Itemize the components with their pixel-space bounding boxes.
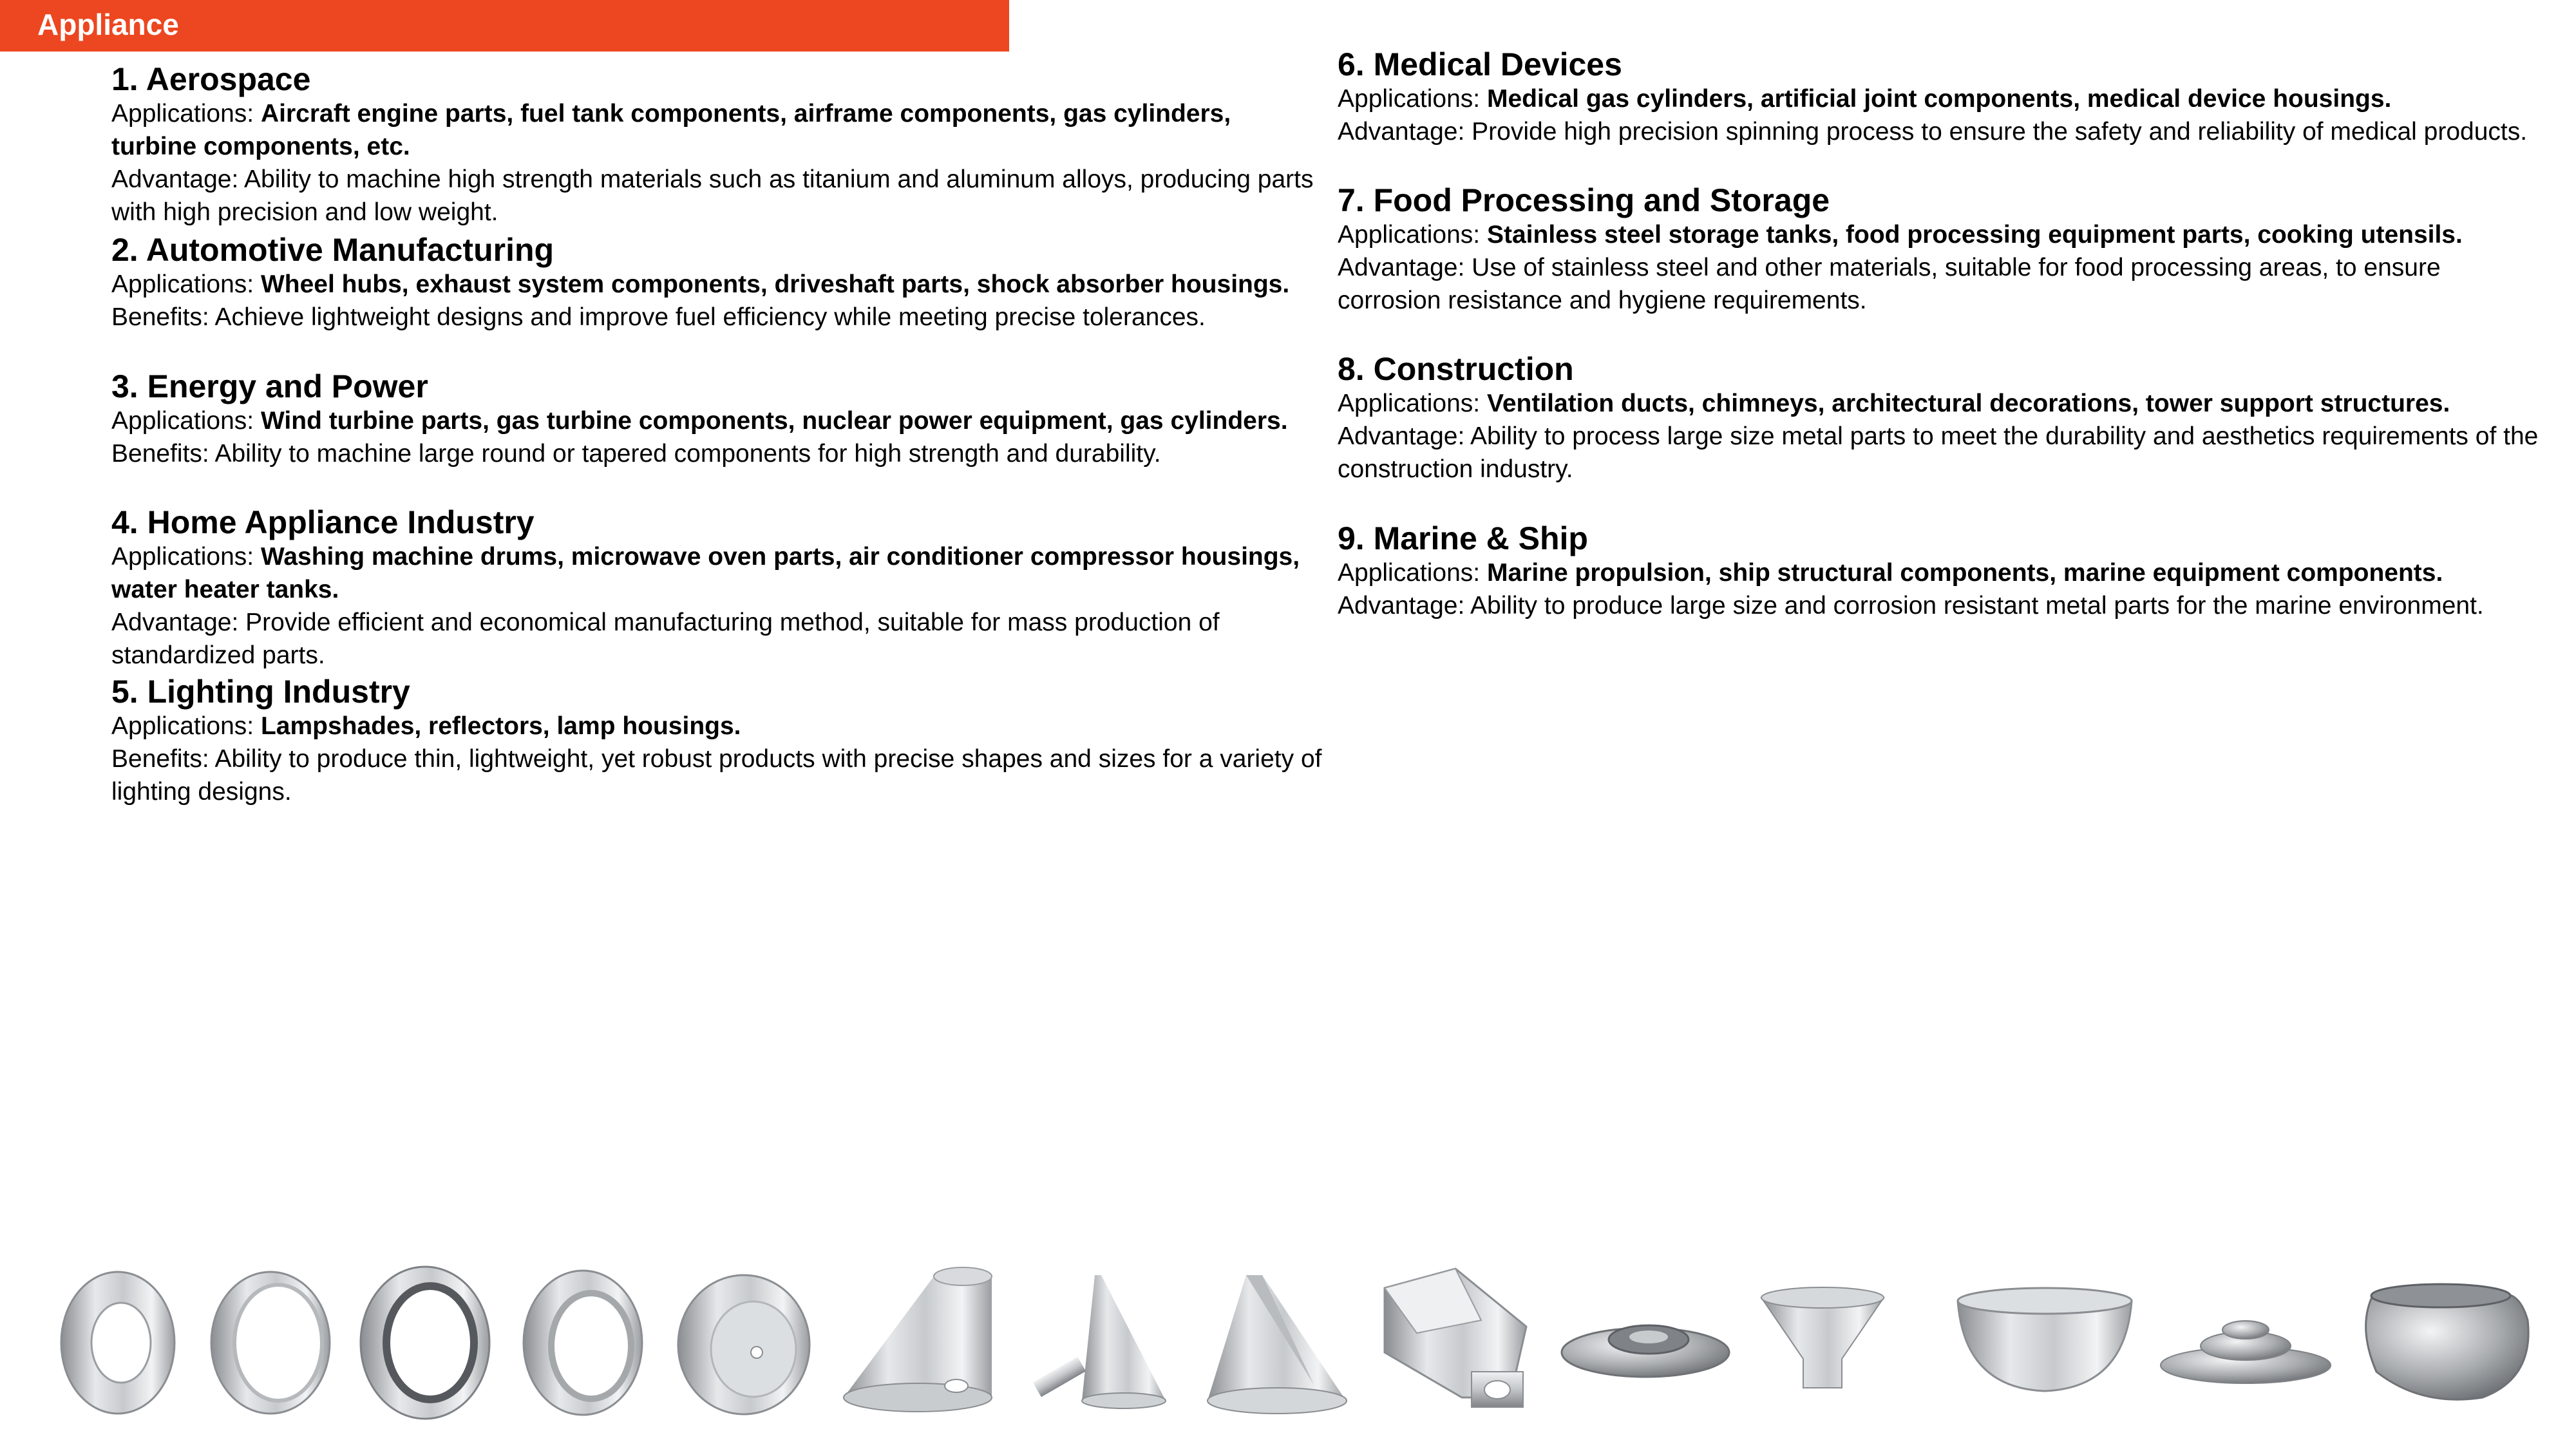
applications-line — [111, 97, 1322, 163]
applications-line — [1338, 82, 2548, 115]
applications-text: Wind turbine parts, gas turbine components, nuclear power equipment, gas cylinders. — [260, 407, 1288, 435]
applications-line — [1338, 556, 2548, 589]
advantage-label: Benefits: — [111, 745, 215, 773]
advantage-text: Provide high precision spinning process to ensure the safety and reliability of medical products. — [1472, 118, 2528, 146]
applications-text: Lampshades, reflectors, lamp housings. — [260, 712, 741, 740]
advantage-line — [111, 301, 1322, 334]
section-heading: 4. Home Appliance Industry — [111, 504, 535, 540]
section-heading: 1. Aerospace — [111, 61, 311, 97]
bowl-part — [1958, 1288, 2132, 1391]
deep-ring-part — [211, 1272, 330, 1414]
advantage-text: Ability to machine high strength materials such as titanium and aluminum alloys, producing parts with high precision and low weight. — [111, 166, 1314, 226]
advantage-text: Ability to process large size metal parts to meet the durability and aesthetics requirements of the construction industry. — [1338, 422, 2539, 483]
section-heading: 9. Marine & Ship — [1338, 520, 1588, 556]
advantage-line — [111, 437, 1322, 470]
applications-label: Applications: — [1338, 221, 1487, 249]
advantage-line — [111, 163, 1322, 229]
applications-label: Applications: — [111, 543, 261, 571]
applications-label: Applications: — [111, 270, 261, 298]
section-food — [1338, 182, 2548, 317]
advantage-label: Benefits: — [111, 303, 215, 331]
dish-part — [678, 1275, 810, 1414]
section-home-appliance — [111, 504, 1322, 672]
advantage-line — [1338, 115, 2548, 148]
applications-line — [111, 268, 1322, 301]
stepped-cap-part — [2161, 1321, 2331, 1383]
page-header-banner — [0, 0, 1009, 52]
applications-text: Stainless steel storage tanks, food processing equipment parts, cooking utensils. — [1486, 221, 2463, 249]
section-automotive — [111, 232, 1322, 334]
bell-shade-part — [1761, 1287, 1884, 1388]
advantage-label: Advantage: — [1338, 422, 1471, 450]
applications-label: Applications: — [111, 712, 261, 740]
advantage-text: Provide efficient and economical manufacturing method, suitable for mass production of standardized parts. — [111, 609, 1220, 669]
advantage-label: Advantage: — [1338, 118, 1472, 146]
pot-part — [2366, 1284, 2528, 1399]
advantage-line — [1338, 420, 2548, 486]
section-heading: 3. Energy and Power — [111, 368, 428, 404]
advantage-label: Advantage: — [1338, 592, 1471, 620]
applications-text: Marine propulsion, ship structural components, marine equipment components. — [1486, 559, 2443, 587]
advantage-line — [111, 606, 1322, 672]
advantage-label: Advantage: — [1338, 254, 1472, 281]
advantage-line — [1338, 251, 2548, 317]
applications-line — [111, 540, 1322, 606]
advantage-label: Advantage: — [111, 166, 245, 193]
advantage-text: Use of stainless steel and other materials, suitable for food processing areas, to ensure corrosion resistance and hygiene requirements. — [1338, 254, 2441, 314]
advantage-text: Ability to produce large size and corrosion resistant metal parts for the marine environment. — [1470, 592, 2484, 620]
applications-line — [1338, 387, 2548, 420]
section-marine — [1338, 520, 2548, 622]
cone-reflector-part — [1208, 1275, 1347, 1414]
advantage-label: Benefits: — [111, 440, 215, 468]
applications-text: Ventilation ducts, chimneys, architectural decorations, tower support structures. — [1486, 390, 2450, 417]
applications-line — [1338, 218, 2548, 251]
applications-label: Applications: — [111, 407, 261, 435]
section-construction — [1338, 351, 2548, 486]
section-aerospace — [111, 61, 1322, 229]
flanged-ring-part — [524, 1271, 642, 1415]
section-heading: 7. Food Processing and Storage — [1338, 182, 1830, 218]
page-title: Appliance — [37, 8, 179, 41]
section-heading: 5. Lighting Industry — [111, 674, 410, 710]
advantage-text: Ability to machine large round or tapered components for high strength and durability. — [214, 440, 1161, 468]
section-heading: 6. Medical Devices — [1338, 46, 1622, 82]
funnel-part — [1030, 1275, 1166, 1408]
applications-text: Washing machine drums, microwave oven parts, air conditioner compressor housings, water heater tanks. — [111, 543, 1300, 603]
applications-text: Wheel hubs, exhaust system components, driveshaft parts, shock absorber housings. — [260, 270, 1290, 298]
section-heading: 8. Construction — [1338, 351, 1574, 387]
applications-label: Applications: — [111, 100, 261, 128]
faceted-hopper-part — [1385, 1269, 1526, 1407]
flat-ring-part — [61, 1272, 175, 1414]
product-image-strip — [0, 1249, 2576, 1436]
applications-label: Applications: — [1338, 85, 1487, 113]
advantage-line — [111, 743, 1322, 808]
applications-line — [111, 404, 1322, 437]
applications-label: Applications: — [1338, 390, 1487, 417]
applications-line — [111, 710, 1322, 743]
cone-shade-part — [844, 1267, 992, 1412]
advantage-label: Advantage: — [111, 609, 246, 636]
domed-cap-part — [1562, 1325, 1729, 1377]
applications-text: Medical gas cylinders, artificial joint components, medical device housings. — [1486, 85, 2392, 113]
advantage-line — [1338, 589, 2548, 622]
section-medical — [1338, 46, 2548, 148]
thick-ring-part — [361, 1267, 489, 1419]
advantage-text: Achieve lightweight designs and improve fuel efficiency while meeting precise tolerances. — [214, 303, 1206, 331]
section-heading: 2. Automotive Manufacturing — [111, 232, 554, 268]
advantage-text: Ability to produce thin, lightweight, yet robust products with precise shapes and sizes for a variety of lighting designs. — [111, 745, 1322, 806]
applications-label: Applications: — [1338, 559, 1487, 587]
applications-text: Aircraft engine parts, fuel tank components, airframe components, gas cylinders, turbine components, etc. — [111, 100, 1231, 160]
section-lighting — [111, 674, 1322, 808]
section-energy — [111, 368, 1322, 470]
